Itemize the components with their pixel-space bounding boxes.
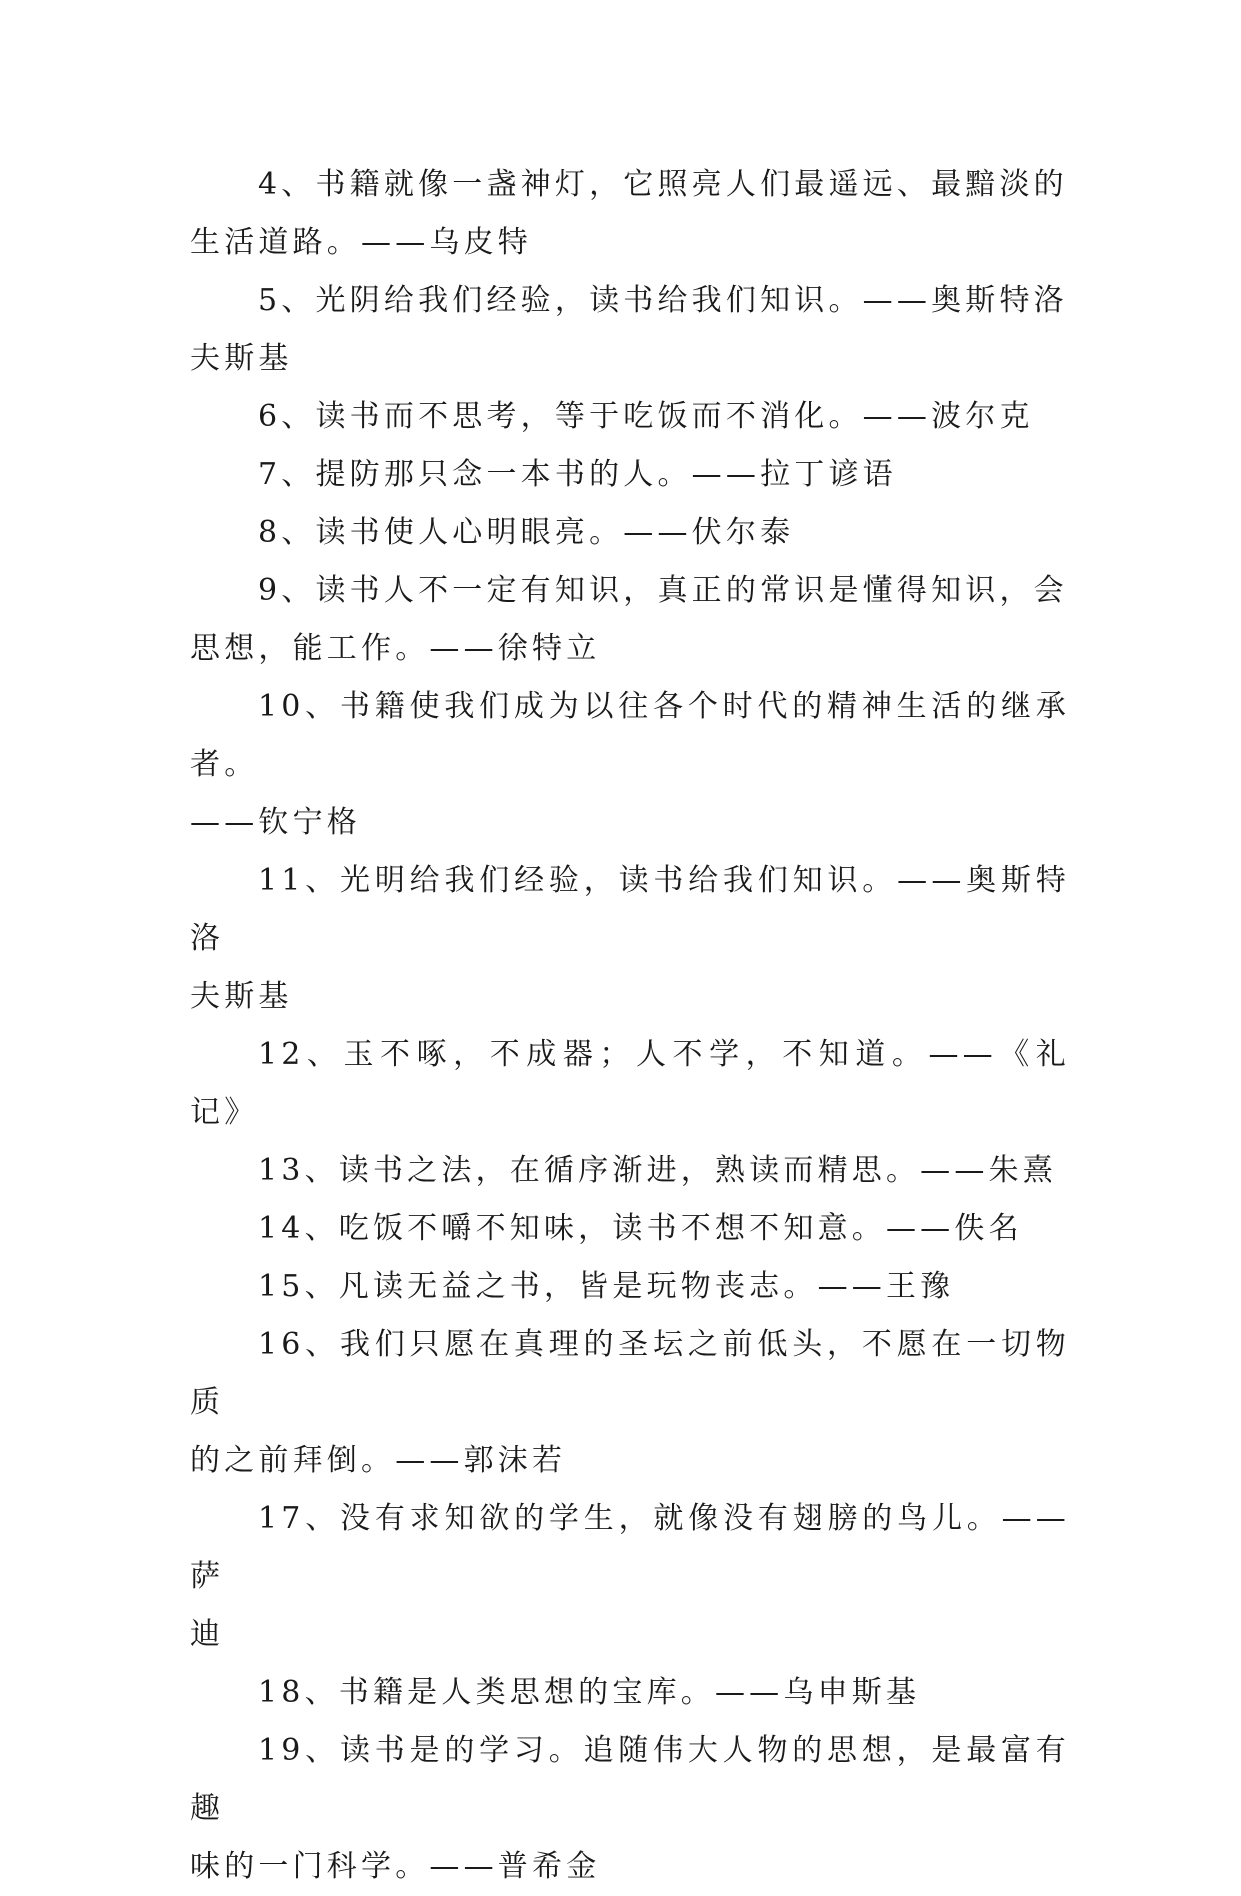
quote-paragraph xyxy=(190,504,1070,562)
quote-paragraph xyxy=(190,156,1070,272)
quote-line: 6、读书而不思考，等于吃饭而不消化。——波尔克 xyxy=(258,399,1034,434)
quote-line: 夫斯基 xyxy=(190,979,293,1014)
quote-line: 17、没有求知欲的学生，就像没有翅膀的鸟儿。——萨 xyxy=(190,1501,1070,1594)
quote-line: 10、书籍使我们成为以往各个时代的精神生活的继承者。 xyxy=(190,689,1070,782)
quote-paragraph xyxy=(190,852,1070,1026)
quote-paragraph xyxy=(190,1722,1070,1896)
quote-paragraph xyxy=(190,1200,1070,1258)
quote-line: 15、凡读无益之书，皆是玩物丧志。——王豫 xyxy=(258,1269,955,1304)
quote-line: 夫斯基 xyxy=(190,341,293,376)
quote-list xyxy=(190,156,1070,1896)
quote-paragraph xyxy=(190,272,1070,388)
quote-line: 14、吃饭不嚼不知味，读书不想不知意。——佚名 xyxy=(258,1211,1023,1246)
quote-paragraph xyxy=(190,1026,1070,1142)
quote-line: 13、读书之法，在循序渐进，熟读而精思。——朱熹 xyxy=(258,1153,1057,1188)
quote-line: 迪 xyxy=(190,1617,225,1652)
quote-paragraph xyxy=(190,1490,1070,1664)
quote-paragraph xyxy=(190,388,1070,446)
quote-line: 的之前拜倒。——郭沫若 xyxy=(190,1443,567,1478)
quote-line: 4、书籍就像一盏神灯，它照亮人们最遥远、最黯淡的 xyxy=(258,167,1068,202)
quote-line: 18、书籍是人类思想的宝库。——乌申斯基 xyxy=(258,1675,921,1710)
quote-paragraph xyxy=(190,562,1070,678)
quote-line: 7、提防那只念一本书的人。——拉丁谚语 xyxy=(258,457,897,492)
quote-line: 16、我们只愿在真理的圣坛之前低头，不愿在一切物质 xyxy=(190,1327,1070,1420)
quote-line: 11、光明给我们经验，读书给我们知识。——奥斯特洛 xyxy=(190,863,1070,956)
quote-line: 味的一门科学。——普希金 xyxy=(190,1849,601,1884)
quote-paragraph xyxy=(190,1142,1070,1200)
quote-line: 12、玉不啄，不成器；人不学，不知道。——《礼记》 xyxy=(190,1037,1070,1130)
quote-line: 19、读书是的学习。追随伟大人物的思想，是最富有趣 xyxy=(190,1733,1070,1826)
quote-line: 8、读书使人心明眼亮。——伏尔泰 xyxy=(258,515,795,550)
quote-line: 5、光阴给我们经验，读书给我们知识。——奥斯特洛 xyxy=(258,283,1068,318)
quote-paragraph xyxy=(190,678,1070,852)
quote-line: ——钦宁格 xyxy=(190,805,361,840)
quote-line: 生活道路。——乌皮特 xyxy=(190,225,532,260)
quote-line: 思想，能工作。——徐特立 xyxy=(190,631,601,666)
quote-paragraph xyxy=(190,446,1070,504)
quote-line: 9、读书人不一定有知识，真正的常识是懂得知识，会 xyxy=(258,573,1068,608)
quote-paragraph xyxy=(190,1316,1070,1490)
quote-paragraph xyxy=(190,1258,1070,1316)
quote-paragraph xyxy=(190,1664,1070,1722)
